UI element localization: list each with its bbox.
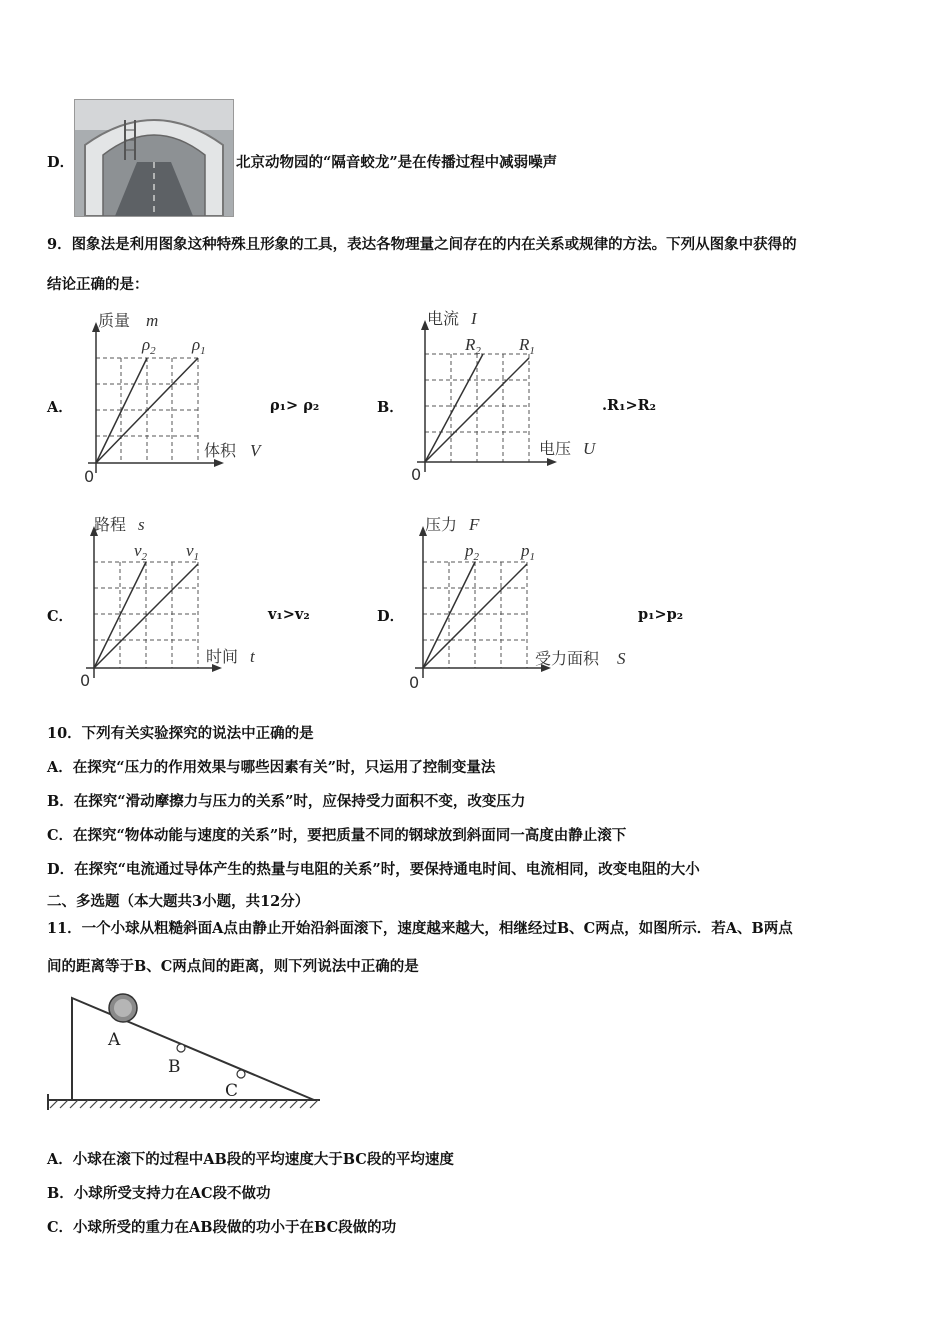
- q9-stem-line1: 9．图象法是利用图象这种特殊且形象的工具，表达各物理量之间存在的内在关系或规律的方法。下列从图象中获得的: [47, 236, 797, 253]
- q11-option-c: C．小球所受的重力在AB段做的功小于在BC段做的功: [47, 1219, 397, 1236]
- q9-option-d-conclusion: p₁>p₂: [638, 606, 684, 623]
- svg-text:ρ2: $\rho_2$: [142, 335, 156, 357]
- q10-stem: 10．下列有关实验探究的说法中正确的是: [47, 725, 314, 742]
- y-axis-label: 路程: [94, 515, 127, 534]
- svg-text:s: s: [138, 515, 145, 534]
- q8-option-d-text: 北京动物园的“隔音蛟龙”是在传播过程中减弱噪声: [236, 154, 558, 171]
- q9-stem-line2: 结论正确的是：: [47, 276, 149, 293]
- q9-option-c-conclusion: v₁>v₂: [268, 606, 310, 623]
- svg-text:R2: $R_2$: [465, 335, 481, 357]
- svg-text:V: V: [250, 441, 261, 460]
- q9-option-a-conclusion: ρ₁> ρ₂: [270, 397, 320, 414]
- q11-incline-figure: [44, 990, 324, 1115]
- svg-text:t: t: [250, 647, 255, 666]
- line-r2: [425, 354, 483, 462]
- svg-text:ρ1: $\rho_1$: [192, 335, 206, 357]
- q11-option-b: B．小球所受支持力在AC段不做功: [47, 1185, 271, 1202]
- q9-option-c-label: C．: [47, 608, 74, 625]
- q9-option-d-label: D．: [377, 608, 405, 625]
- y-axis-label: 电流: [427, 309, 460, 328]
- x-axis-label: 时间: [206, 647, 239, 666]
- x-axis-label: 受力面积: [535, 649, 600, 668]
- q9-option-a-label: A．: [47, 399, 73, 416]
- q9-graph-b: [405, 306, 615, 486]
- svg-text:0: 0: [411, 465, 422, 484]
- point-b-label: B: [168, 1057, 181, 1077]
- svg-text:p2: $p_2$: [465, 541, 479, 563]
- svg-text:S: S: [617, 649, 626, 668]
- soundproof-tunnel-photo: [74, 99, 234, 217]
- q11-stem-line2: 间的距离等于B、C两点间的距离，则下列说法中正确的是: [47, 958, 419, 975]
- svg-text:F: F: [469, 515, 480, 534]
- q10-option-d: D．在探究“电流通过导体产生的热量与电阻的关系”时，要保持通电时间、电流相同，改变电阻的大小: [47, 861, 700, 878]
- point-c-label: C: [225, 1081, 239, 1101]
- q10-option-c: C．在探究“物体动能与速度的关系”时，要把质量不同的钢球放到斜面同一高度由静止滚下: [47, 827, 627, 844]
- y-axis-label: 压力: [425, 515, 458, 534]
- q10-option-a: A．在探究“压力的作用效果与哪些因素有关”时，只运用了控制变量法: [47, 759, 496, 776]
- svg-text:U: U: [583, 439, 596, 458]
- point-a-label: A: [108, 1030, 121, 1050]
- q9-graph-a: [78, 308, 278, 488]
- y-axis-label: 质量: [98, 311, 131, 330]
- q9-option-b-conclusion: .R₁>R₂: [602, 397, 656, 414]
- q9-option-b-label: B．: [377, 399, 404, 416]
- q9-graph-c: [76, 512, 276, 692]
- svg-text:0: 0: [409, 673, 420, 692]
- x-axis-label: 电压: [539, 439, 572, 458]
- svg-text:R1: $R_1$: [519, 335, 535, 357]
- point-c-dot: [237, 1070, 245, 1078]
- q11-option-a: A．小球在滚下的过程中AB段的平均速度大于BC段的平均速度: [47, 1151, 454, 1168]
- q10-option-b: B．在探究“滑动摩擦力与压力的关系”时，应保持受力面积不变，改变压力: [47, 793, 526, 810]
- svg-text:p1: $p_1$: [521, 541, 535, 563]
- svg-text:v1: $v_1$: [186, 541, 200, 563]
- svg-text:0: 0: [84, 467, 95, 486]
- svg-text:I: I: [471, 309, 477, 328]
- q9-graph-d: [405, 512, 645, 692]
- q8-option-d-label: D．: [47, 154, 75, 171]
- section2-title: 二、多选题（本大题共3小题，共12分）: [47, 893, 310, 910]
- svg-text:0: 0: [80, 671, 91, 690]
- svg-text:m: m: [146, 311, 159, 330]
- svg-text:v2: $v_2$: [134, 541, 148, 563]
- point-b-dot: [177, 1044, 185, 1052]
- q11-stem-line1: 11．一个小球从粗糙斜面A点由静止开始沿斜面滚下，速度越来越大，相继经过B、C两点，如图所示．若A、B两点: [47, 920, 793, 937]
- x-axis-label: 体积: [204, 441, 237, 460]
